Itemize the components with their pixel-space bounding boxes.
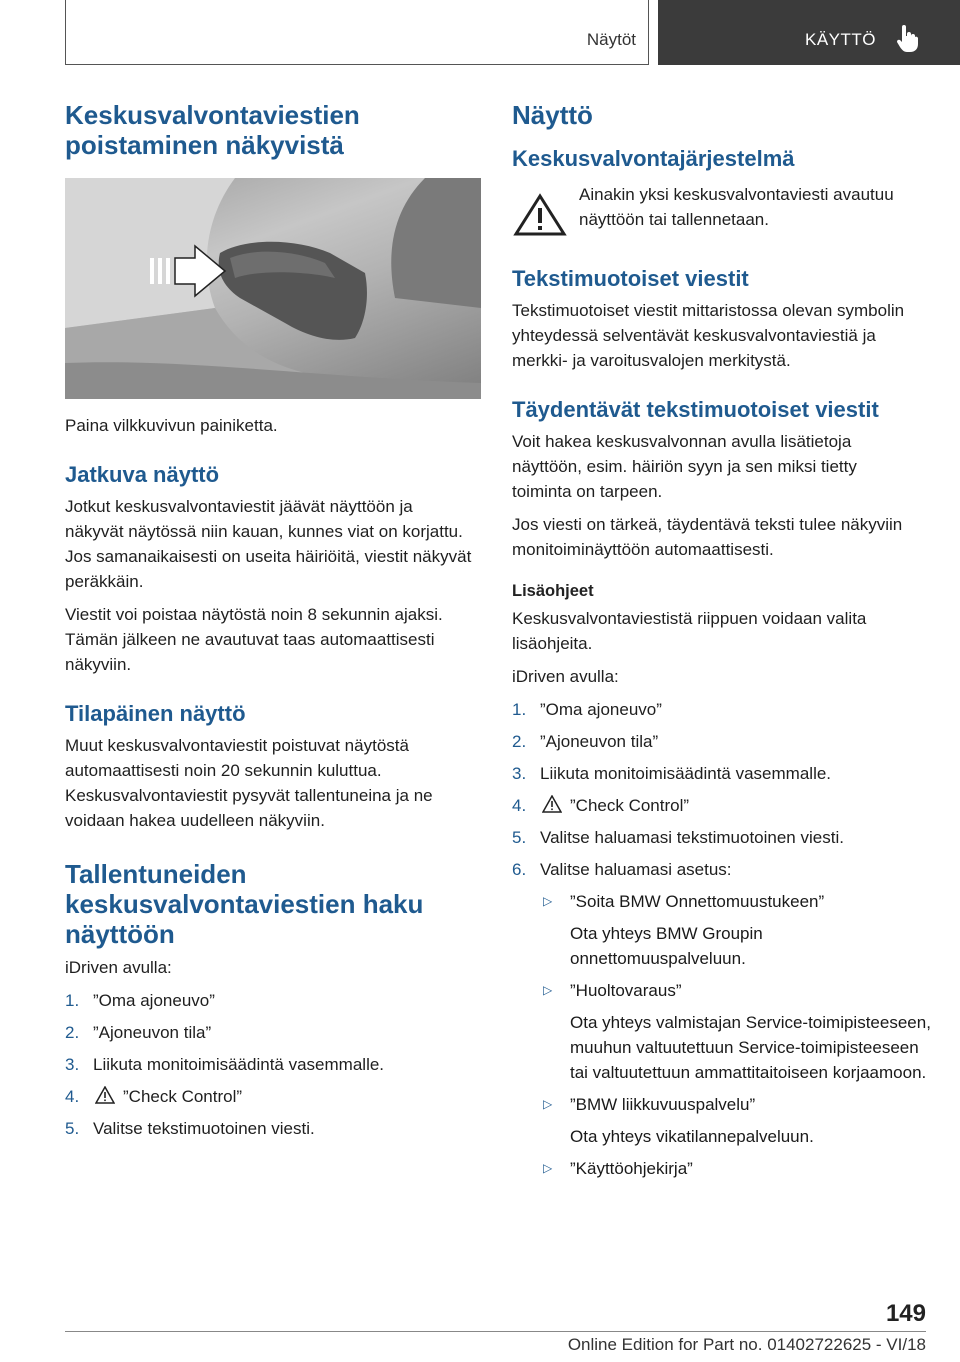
paragraph-text-messages: Tekstimuotoiset viestit mittaristossa olevan symbolin yhteydessä selventävät keskusvalvontaviestiä ja merkki- ja varoitusvalojen merkitystä. — [512, 301, 905, 370]
heading-text-messages: Tekstimuotoiset viestit — [512, 266, 749, 291]
warning-triangle-icon — [512, 190, 568, 240]
heading-continuous-display: Jatkuva näyttö — [65, 462, 220, 487]
heading-display: Näyttö — [512, 100, 593, 130]
list-item: 5. Valitse haluamasi tekstimuotoinen viesti. — [512, 828, 844, 847]
footer-divider — [65, 1331, 926, 1332]
list-item: 2. ”Ajoneuvon tila” — [512, 732, 659, 751]
left-column — [65, 100, 481, 1148]
turn-signal-lever-photo — [65, 178, 481, 399]
list-item: 5. Valitse tekstimuotoinen viesti. — [65, 1119, 315, 1138]
header-section-tab — [65, 0, 649, 65]
hand-pointer-icon — [896, 25, 920, 53]
list-item: 2. ”Ajoneuvon tila” — [65, 1023, 212, 1042]
section-title: Näytöt — [586, 30, 636, 49]
triangle-bullet-icon: ▷ — [543, 983, 553, 997]
footer-edition: Online Edition for Part no. 01402722625 - VI/18 — [567, 1335, 926, 1354]
chapter-title: KÄYTTÖ — [804, 30, 876, 49]
paragraph-supplementary-2: Jos viesti on tärkeä, täydentävä teksti tulee näkyviin monitoiminäyttöön automaattisesti. — [512, 515, 903, 559]
option-item: ▷ ”BMW liikkuvuuspalvelu” Ota yhteys vikatilannepalveluun. — [540, 1092, 932, 1149]
list-item: 1. ”Oma ajoneuvo” — [512, 700, 662, 719]
option-item: ▷ ”Huoltovaraus” Ota yhteys valmistajan Service-toimipisteeseen, muuhun valtuutettuun Service-toimipisteeseen tai valtuutettuun ammattitaitoiseen korjaamoon. — [540, 978, 932, 1085]
page-number: 149 — [885, 1300, 926, 1327]
heading-more-info: Lisäohjeet — [512, 582, 594, 600]
option-item: ▷ ”Käyttöohjekirja” — [540, 1156, 932, 1181]
warning-triangle-icon — [95, 1086, 115, 1104]
paragraph-continuous-2: Viestit voi poistaa näytöstä noin 8 sekunnin ajaksi. Tämän jälkeen ne avautuvat taas automaattisesti näkyviin. — [65, 605, 443, 674]
triangle-bullet-icon: ▷ — [543, 1161, 553, 1175]
heading-remove-messages: Keskusvalvontaviestien poistaminen näkyvistä — [65, 100, 360, 160]
list-item: 4. ”Check Control” — [65, 1087, 243, 1106]
right-column — [512, 100, 932, 1188]
list-item: 1. ”Oma ajoneuvo” — [65, 991, 215, 1010]
idrive-intro-left: iDriven avulla: — [65, 958, 172, 977]
heading-supplementary: Täydentävät tekstimuotoiset viestit — [512, 397, 879, 422]
paragraph-supplementary-1: Voit hakea keskusvalvonnan avulla lisätietoja näyttöön, esim. häiriön syyn ja sen miksi tietty toiminta on tarpeen. — [512, 432, 857, 501]
list-item: 4. ”Check Control” — [512, 796, 690, 815]
idrive-intro-right: iDriven avulla: — [512, 667, 619, 686]
steps-list-right — [512, 697, 932, 882]
triangle-bullet-icon: ▷ — [543, 1097, 553, 1111]
paragraph-continuous-1: Jotkut keskusvalvontaviestit jäävät näyttöön ja näkyvät näytössä niin kauan, kunnes viat on korjattu. Jos samanaikaisesti on useita häiriöitä, viestit näkyvät peräkkäin. — [65, 497, 472, 591]
warning-box — [512, 182, 932, 252]
list-item: 6. Valitse haluamasi asetus: — [512, 860, 732, 879]
photo-caption: Paina vilkkuvivun painiketta. — [65, 416, 278, 435]
paragraph-temporary: Muut keskusvalvontaviestit poistuvat näytöstä automaattisesti noin 20 sekunnin kuluttua. Keskusvalvontaviestit pysyvät tallentuneina ja ne voidaan hakea uudelleen näkyviin. — [65, 736, 433, 830]
options-list — [540, 889, 932, 1181]
option-item: ▷ ”Soita BMW Onnettomuustukeen” Ota yhteys BMW Groupin onnettomuuspalveluun. — [540, 889, 932, 971]
heading-temporary-display: Tilapäinen näyttö — [65, 701, 246, 726]
warning-triangle-icon — [542, 795, 562, 813]
heading-stored-messages: Tallentuneiden keskusvalvontaviestien haku näyttöön — [65, 859, 424, 949]
warning-text: Ainakin yksi keskusvalvontaviesti avautuu näyttöön tai tallennetaan. — [579, 185, 894, 229]
steps-list-left — [65, 988, 481, 1141]
heading-check-control: Keskusvalvontajärjestelmä — [512, 146, 795, 171]
paragraph-more-info: Keskusvalvontaviestistä riippuen voidaan valita lisäohjeita. — [512, 609, 867, 653]
triangle-bullet-icon: ▷ — [543, 894, 553, 908]
list-item: 3. Liikuta monitoimisäädintä vasemmalle. — [65, 1055, 385, 1074]
header-chapter-tab — [658, 0, 960, 65]
list-item: 3. Liikuta monitoimisäädintä vasemmalle. — [512, 764, 832, 783]
